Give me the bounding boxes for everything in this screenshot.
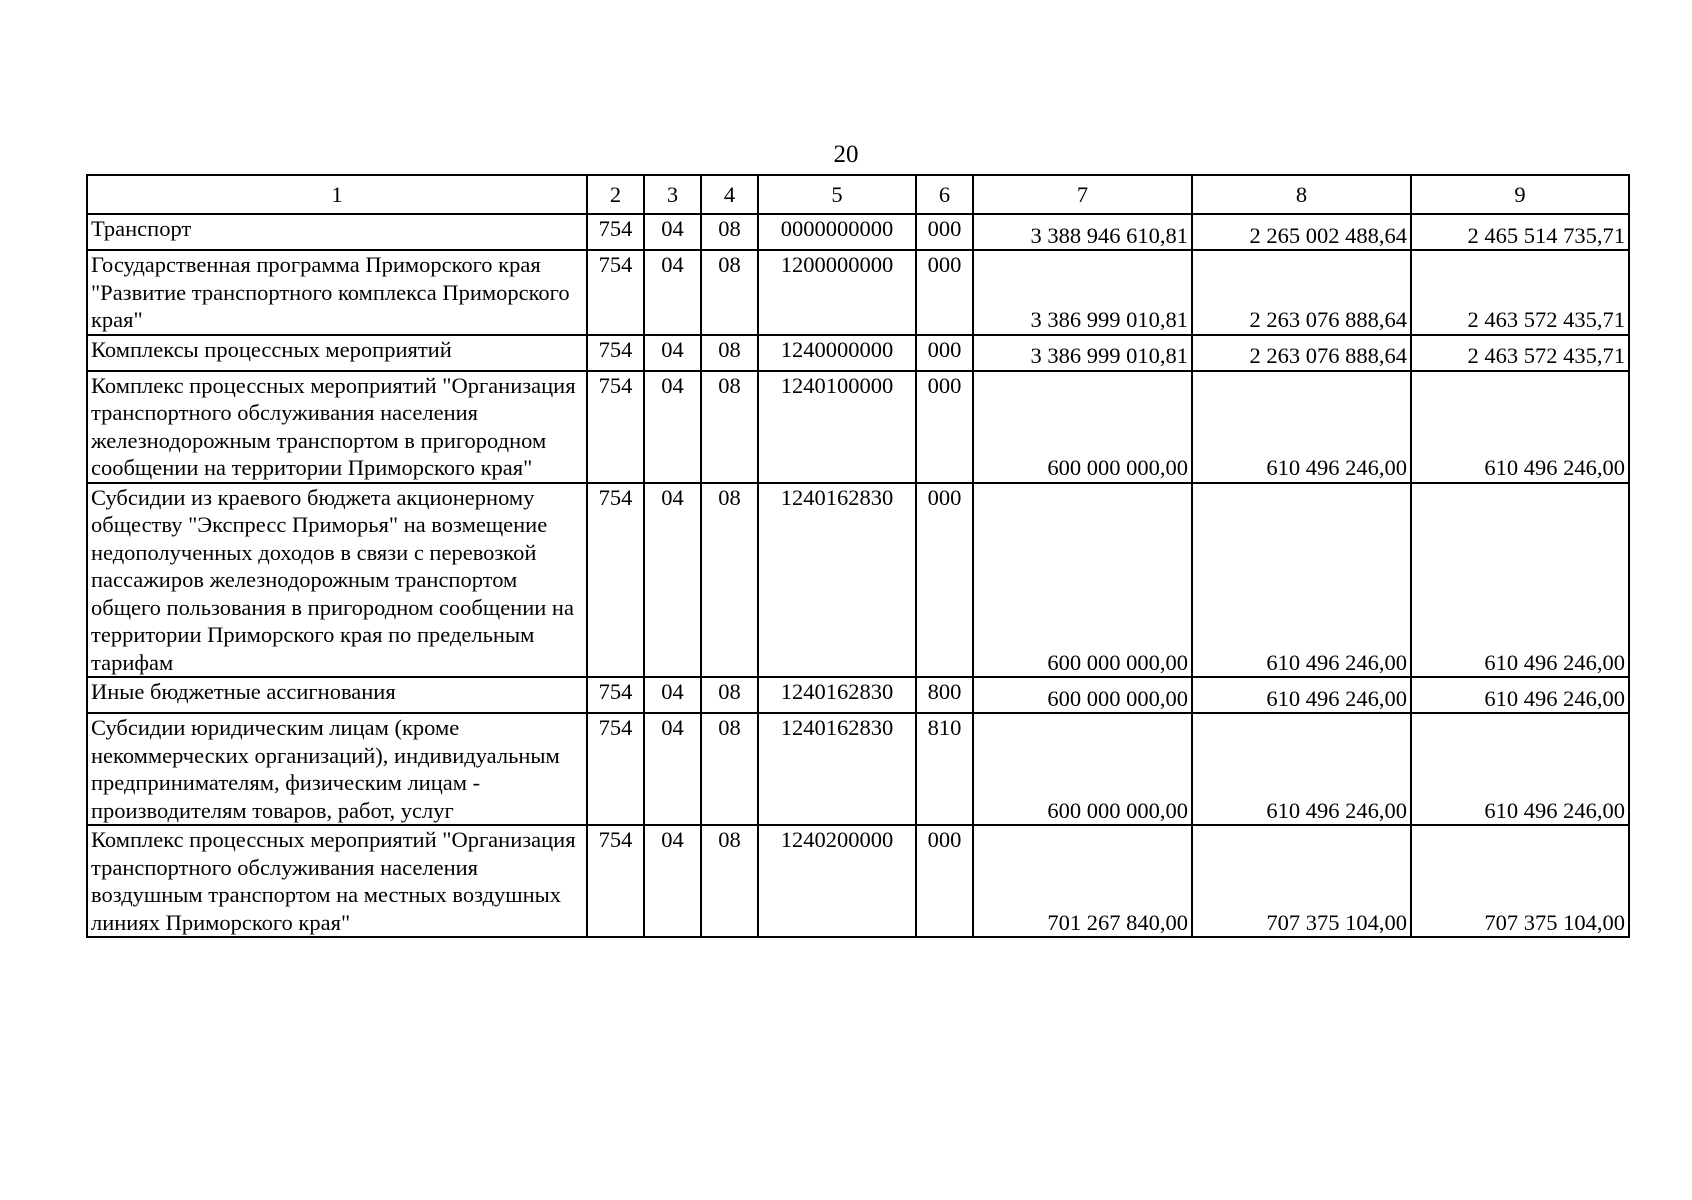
code-section: 04: [644, 483, 701, 678]
amount-col9: 707 375 104,00: [1411, 825, 1629, 937]
column-header: 7: [973, 175, 1192, 214]
amount-col8: 2 263 076 888,64: [1192, 335, 1411, 371]
amount-col9: 2 463 572 435,71: [1411, 250, 1629, 335]
code-section: 04: [644, 335, 701, 371]
code-subsection: 08: [701, 713, 758, 825]
table-row: [87, 250, 1629, 335]
amount-col7: 701 267 840,00: [973, 825, 1192, 937]
amount-col7: 600 000 000,00: [973, 371, 1192, 483]
code-gr: 754: [587, 335, 644, 371]
code-section: 04: [644, 250, 701, 335]
code-subsection: 08: [701, 250, 758, 335]
budget-table: [86, 174, 1630, 938]
code-expense-type: 000: [916, 214, 973, 250]
table-row: [87, 483, 1629, 678]
header-row: [87, 175, 1629, 214]
code-gr: 754: [587, 677, 644, 713]
code-subsection: 08: [701, 825, 758, 937]
column-header: 8: [1192, 175, 1411, 214]
amount-col7: 600 000 000,00: [973, 713, 1192, 825]
amount-col7: 3 386 999 010,81: [973, 250, 1192, 335]
code-target-article: 1240162830: [758, 483, 916, 678]
table-row: [87, 825, 1629, 937]
page-number: 20: [833, 141, 859, 168]
code-target-article: 1240162830: [758, 677, 916, 713]
table-row: [87, 335, 1629, 371]
code-section: 04: [644, 214, 701, 250]
code-target-article: 1240162830: [758, 713, 916, 825]
code-section: 04: [644, 825, 701, 937]
amount-col9: 2 465 514 735,71: [1411, 214, 1629, 250]
column-header: 3: [644, 175, 701, 214]
code-subsection: 08: [701, 371, 758, 483]
code-expense-type: 000: [916, 371, 973, 483]
row-name: Транспорт: [87, 214, 587, 250]
row-name: Комплекс процессных мероприятий "Организация транспортного обслуживания населения железнодорожным транспортом в пригородном сообщении на территории Приморского края": [87, 371, 587, 483]
code-section: 04: [644, 371, 701, 483]
column-header: 2: [587, 175, 644, 214]
code-expense-type: 000: [916, 250, 973, 335]
amount-col7: 3 388 946 610,81: [973, 214, 1192, 250]
amount-col8: 610 496 246,00: [1192, 713, 1411, 825]
table-row: [87, 677, 1629, 713]
row-name: Субсидии из краевого бюджета акционерному обществу "Экспресс Приморья" на возмещение недополученных доходов в связи с перевозкой пассажиров железнодорожным транспортом общего пользования в пригородном сообщении на территории Приморского края по предельным тарифам: [87, 483, 587, 678]
code-target-article: 1200000000: [758, 250, 916, 335]
code-expense-type: 800: [916, 677, 973, 713]
code-subsection: 08: [701, 214, 758, 250]
amount-col8: 2 265 002 488,64: [1192, 214, 1411, 250]
amount-col9: 610 496 246,00: [1411, 483, 1629, 678]
table-row: [87, 713, 1629, 825]
code-target-article: 1240000000: [758, 335, 916, 371]
amount-col9: 2 463 572 435,71: [1411, 335, 1629, 371]
amount-col7: 600 000 000,00: [973, 483, 1192, 678]
code-target-article: 1240100000: [758, 371, 916, 483]
amount-col8: 707 375 104,00: [1192, 825, 1411, 937]
row-name: Иные бюджетные ассигнования: [87, 677, 587, 713]
code-gr: 754: [587, 483, 644, 678]
column-header: 1: [87, 175, 587, 214]
code-gr: 754: [587, 214, 644, 250]
amount-col9: 610 496 246,00: [1411, 677, 1629, 713]
amount-col9: 610 496 246,00: [1411, 371, 1629, 483]
code-gr: 754: [587, 250, 644, 335]
amount-col8: 2 263 076 888,64: [1192, 250, 1411, 335]
code-subsection: 08: [701, 335, 758, 371]
code-gr: 754: [587, 371, 644, 483]
column-header: 5: [758, 175, 916, 214]
code-target-article: 1240200000: [758, 825, 916, 937]
amount-col8: 610 496 246,00: [1192, 371, 1411, 483]
table-row: [87, 214, 1629, 250]
row-name: Субсидии юридическим лицам (кроме некоммерческих организаций), индивидуальным предпринимателям, физическим лицам - производителям товаров, работ, услуг: [87, 713, 587, 825]
row-name: Комплекс процессных мероприятий "Организация транспортного обслуживания населения воздушным транспортом на местных воздушных линиях Приморского края": [87, 825, 587, 937]
code-expense-type: 000: [916, 825, 973, 937]
amount-col9: 610 496 246,00: [1411, 713, 1629, 825]
column-header: 4: [701, 175, 758, 214]
table-row: [87, 371, 1629, 483]
amount-col7: 600 000 000,00: [973, 677, 1192, 713]
column-header: 9: [1411, 175, 1629, 214]
code-gr: 754: [587, 825, 644, 937]
code-gr: 754: [587, 713, 644, 825]
code-subsection: 08: [701, 677, 758, 713]
code-section: 04: [644, 677, 701, 713]
code-section: 04: [644, 713, 701, 825]
code-expense-type: 810: [916, 713, 973, 825]
code-expense-type: 000: [916, 483, 973, 678]
amount-col7: 3 386 999 010,81: [973, 335, 1192, 371]
row-name: Государственная программа Приморского края "Развитие транспортного комплекса Приморского края": [87, 250, 587, 335]
code-expense-type: 000: [916, 335, 973, 371]
code-target-article: 0000000000: [758, 214, 916, 250]
column-header: 6: [916, 175, 973, 214]
row-name: Комплексы процессных мероприятий: [87, 335, 587, 371]
code-subsection: 08: [701, 483, 758, 678]
amount-col8: 610 496 246,00: [1192, 677, 1411, 713]
amount-col8: 610 496 246,00: [1192, 483, 1411, 678]
